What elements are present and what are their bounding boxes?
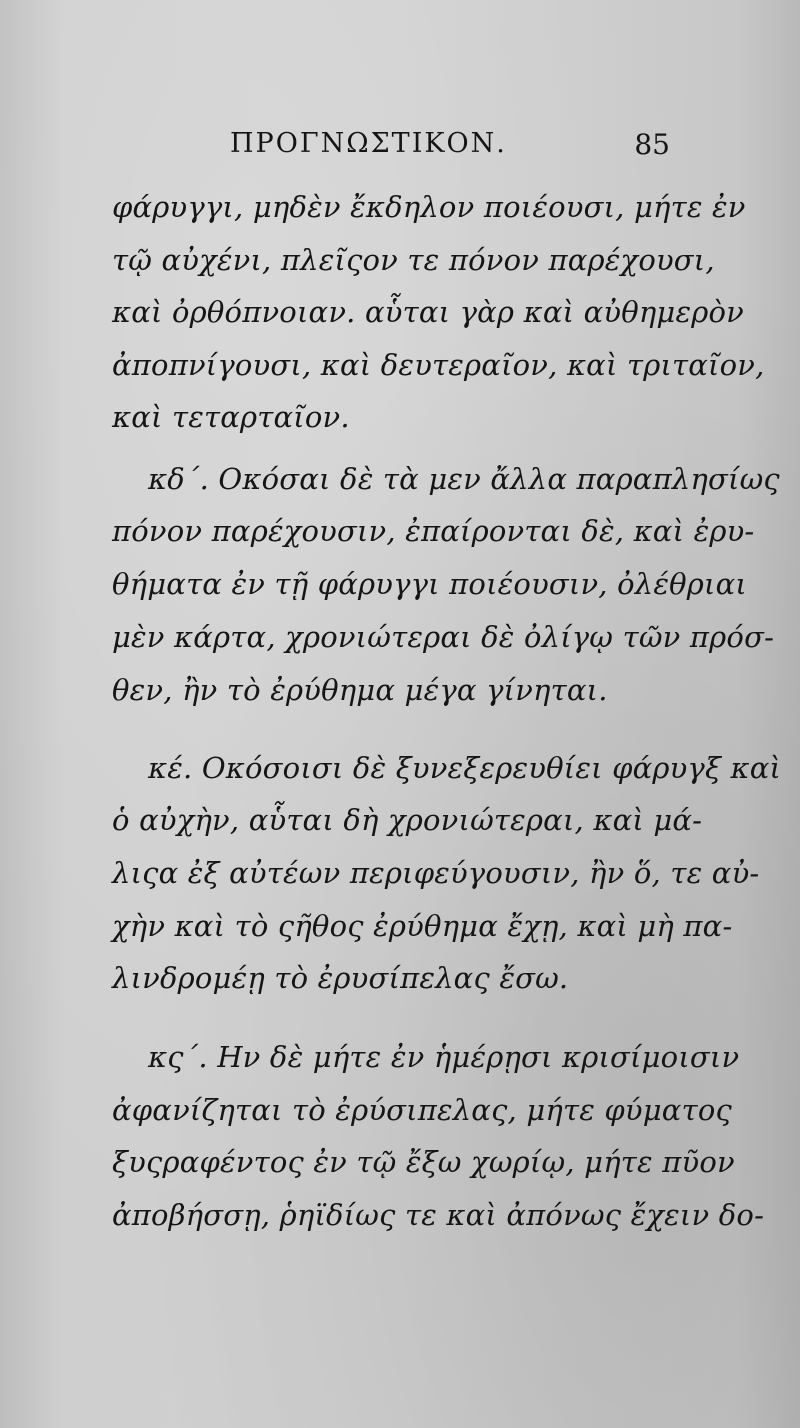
- paragraph-ke-line-5: λινδρομέῃ τὸ ἐρυσίπελας ἔσω.: [112, 961, 569, 995]
- paragraph-ks-line-4: ἀποβήσσῃ, ῥηϊδίως τε καὶ ἀπόνως ἔχειν δο-: [112, 1198, 765, 1232]
- paragraph-kd-line-1: κδ΄. Οκόσαι δὲ τὰ μεν ἄλλα παραπλησίως: [148, 462, 780, 496]
- paragraph-kd-line-4: μὲν κάρτα, χρονιώτεραι δὲ ὀλίγῳ τῶν πρόσ-: [112, 620, 775, 654]
- paragraph-ks-line-3: ξυςραφέντος ἐν τῷ ἔξω χωρίῳ, μήτε πῦον: [112, 1145, 735, 1179]
- text-line-4: ἀποπνίγουσι, καὶ δευτεραῖον, καὶ τριταῖον,: [112, 348, 765, 382]
- text-line-2: τῷ αὐχένι, πλεῖςον τε πόνον παρέχουσι,: [112, 243, 715, 277]
- paragraph-kd-line-5: θεν, ἢν τὸ ἐρύθημα μέγα γίνηται.: [112, 673, 608, 707]
- paragraph-ke-line-2: ὁ αὐχὴν, αὗται δὴ χρονιώτεραι, καὶ μά-: [112, 803, 703, 837]
- text-line-1: φάρυγγι, μηδὲν ἔκδηλον ποιέουσι, μήτε ἐν: [112, 190, 746, 224]
- text-line-3: καὶ ὀρθόπνοιαν. αὗται γὰρ καὶ αὐθημερὸν: [112, 295, 744, 329]
- page-header: [230, 128, 670, 168]
- paragraph-ke-line-4: χὴν καὶ τὸ ςῆθος ἐρύθημα ἔχῃ, καὶ μὴ πα-: [112, 909, 733, 943]
- paragraph-kd-line-3: θήματα ἐν τῇ φάρυγγι ποιέουσιν, ὀλέθριαι: [112, 567, 747, 601]
- paragraph-ke-line-3: λιςα ἐξ αὐτέων περιφεύγουσιν, ἢν ὅ, τε αὐ-: [112, 856, 760, 890]
- paragraph-ke-line-1: κέ. Οκόσοισι δὲ ξυνεξερευθίει φάρυγξ καὶ: [148, 751, 782, 785]
- paragraph-kd-line-2: πόνον παρέχουσιν, ἐπαίρονται δὲ, καὶ ἐρυ-: [112, 514, 755, 548]
- text-line-5: καὶ τεταρταῖον.: [112, 400, 350, 434]
- paragraph-ks-line-2: ἀφανίζηται τὸ ἐρύσιπελας, μήτε φύματος: [112, 1093, 732, 1127]
- paragraph-ks-line-1: κς΄. Ην δὲ μήτε ἐν ἡμέρῃσι κρισίμοισιν: [148, 1040, 740, 1074]
- running-title: ΠΡΟΓΝΩΣΤΙΚΟΝ.: [230, 128, 507, 159]
- page-number: 85: [634, 128, 670, 161]
